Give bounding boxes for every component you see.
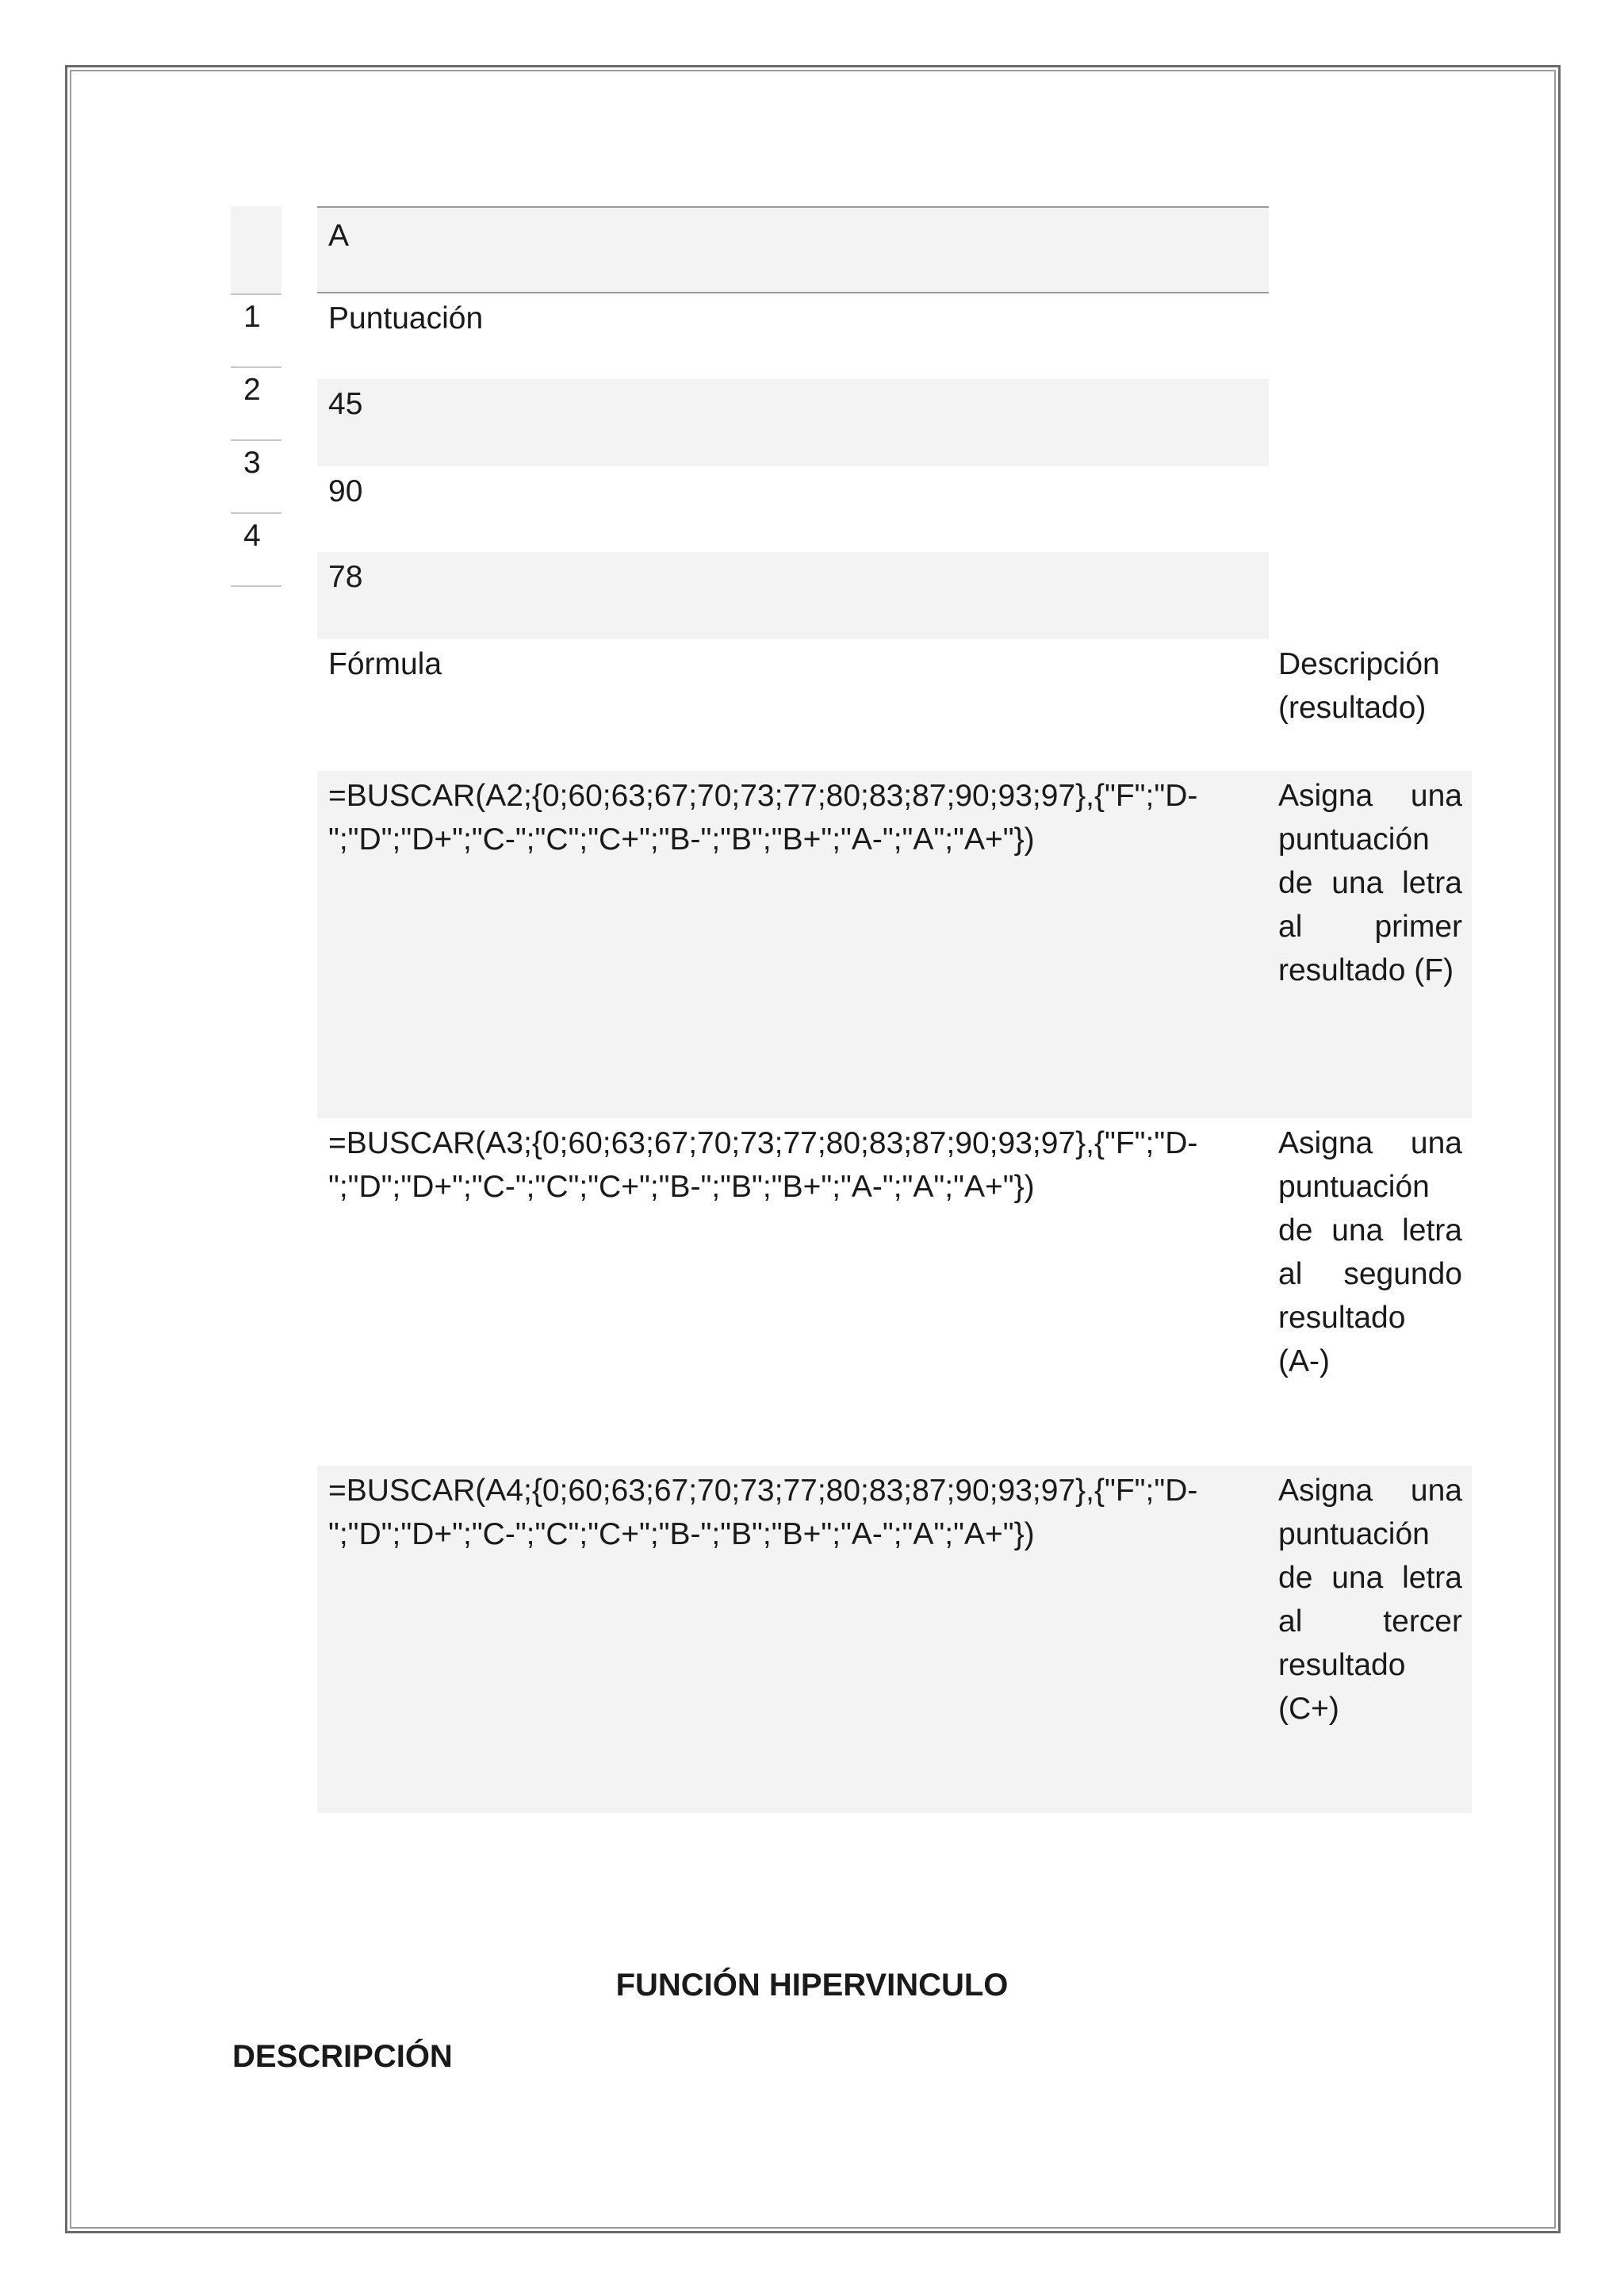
formula-column-header: Fórmula xyxy=(328,647,442,681)
description-cell: Asigna una puntuación de una letra al primer resultado (F) xyxy=(1278,779,1462,987)
table-row xyxy=(317,293,1269,379)
formula-table-header xyxy=(317,639,1472,771)
score-value: 45 xyxy=(328,387,363,421)
section-title: FUNCIÓN HIPERVINCULO xyxy=(615,1968,1009,2003)
description-column-header: Descripción (resultado) xyxy=(1278,647,1440,725)
table-row xyxy=(317,771,1472,1118)
score-value: 90 xyxy=(328,474,363,508)
table-row xyxy=(317,466,1269,552)
formula-cell: =BUSCAR(A2;{0;60;63;67;70;73;77;80;83;87;90;93;97},{"F";"D-";"D";"D+";"C-";"C";"C+";"B-";"B";"B+";"A-";"A";"A+"}) xyxy=(328,779,1198,857)
row-number: 1 xyxy=(231,293,282,366)
row-number: 2 xyxy=(231,366,282,439)
score-header-label: Puntuación xyxy=(328,301,484,335)
column-header xyxy=(317,206,1269,293)
row-number-divider xyxy=(231,585,282,587)
table-row xyxy=(317,552,1269,639)
column-header-label: A xyxy=(328,219,350,253)
table-row xyxy=(317,379,1269,466)
row-number-header xyxy=(231,206,282,293)
row-number: 3 xyxy=(231,439,282,512)
description-cell: Asigna una puntuación de una letra al tercer resultado (C+) xyxy=(1278,1474,1462,1726)
formula-cell: =BUSCAR(A3;{0;60;63;67;70;73;77;80;83;87;90;93;97},{"F";"D-";"D";"D+";"C-";"C";"C+";"B-";"B";"B+";"A-";"A";"A+"}) xyxy=(328,1126,1198,1204)
formula-cell: =BUSCAR(A4;{0;60;63;67;70;73;77;80;83;87;90;93;97},{"F";"D-";"D";"D+";"C-";"C";"C+";"B-";"B";"B+";"A-";"A";"A+"}) xyxy=(328,1474,1198,1551)
table-row xyxy=(317,1118,1472,1466)
row-number: 4 xyxy=(231,512,282,585)
description-cell: Asigna una puntuación de una letra al segundo resultado (A-) xyxy=(1278,1126,1462,1378)
section-subtitle: DESCRIPCIÓN xyxy=(232,2039,453,2074)
table-row xyxy=(317,1466,1472,1813)
score-value: 78 xyxy=(328,560,363,594)
